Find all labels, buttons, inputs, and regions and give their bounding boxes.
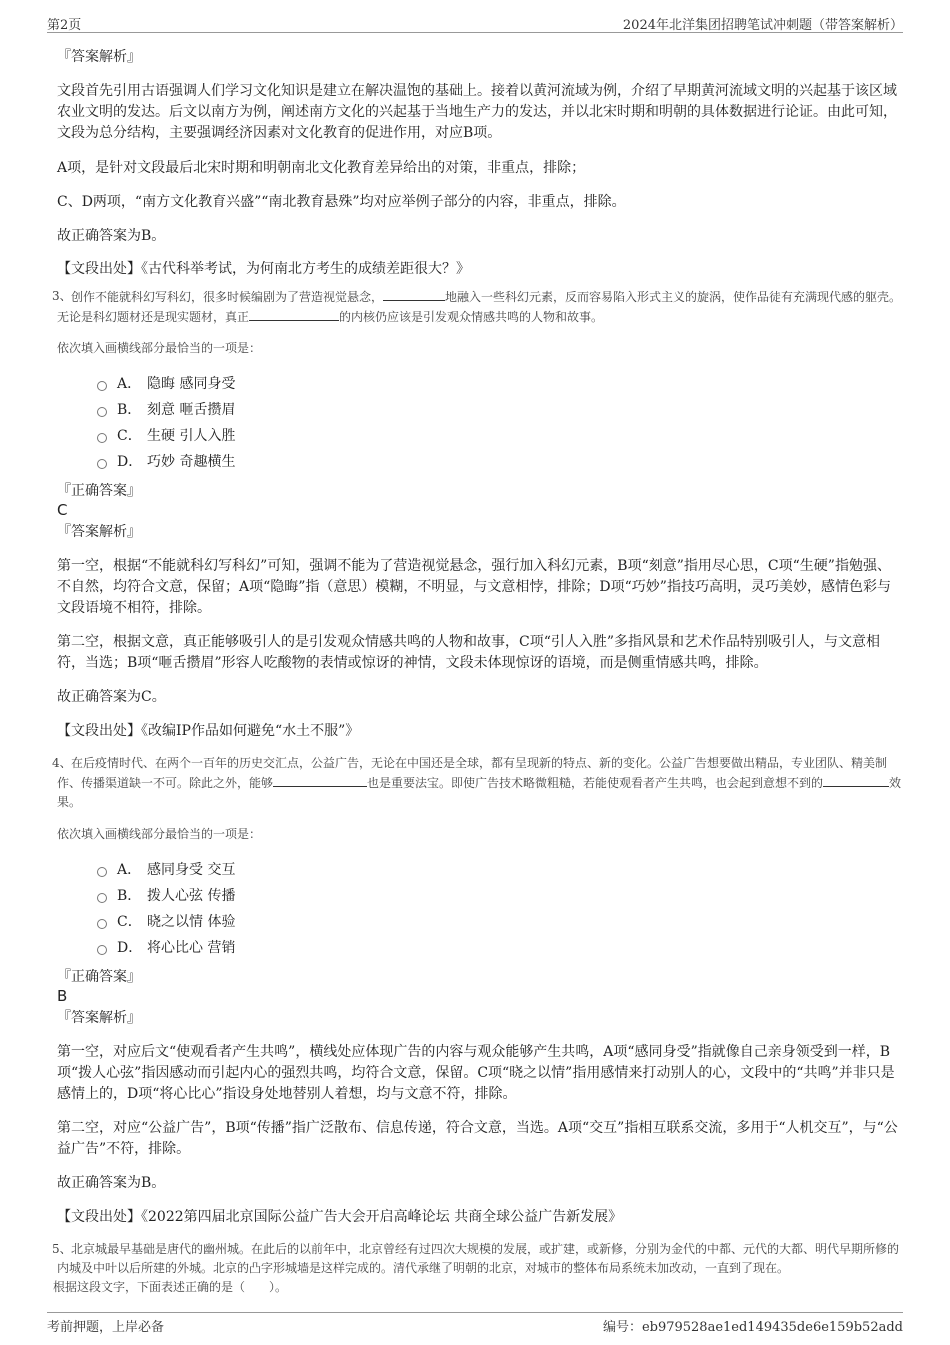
q4-option-d[interactable]: D． 将心比心 营销	[97, 935, 902, 961]
q3-option-a[interactable]: A． 隐晦 感同身受	[97, 371, 902, 397]
page-content	[52, 38, 902, 1296]
q3-correct-answer: C	[57, 501, 68, 519]
q4-option-c[interactable]: C． 晓之以情 体验	[97, 909, 902, 935]
q3-options	[57, 371, 902, 475]
q3-analysis-p2: 第二空，根据文意，真正能够吸引人的是引发观众情感共鸣的人物和故事，C项“引人入胜”多指风景和艺术作品特别吸引人，与文意相符，当选；B项“咂舌攒眉”形容人吃酸物的表情或惊讶的神情，文段未体现惊讶的语境，而是侧重情感共鸣，排除。	[57, 634, 881, 671]
q3-instruction: 依次填入画横线部分最恰当的一项是：	[57, 341, 262, 355]
q3-option-b[interactable]: B． 刻意 咂舌攒眉	[97, 397, 902, 423]
radio-icon[interactable]	[97, 945, 107, 955]
q4-analysis-p1: 第一空，对应后文“使观看者产生共鸣”，横线处应体现广告的内容与观众能够产生共鸣，A项“感同身受”指就像自己亲身领受到一样，B项“拨人心弦”指因感动而引起内心的强烈共鸣，均符合文意，保留。C项“晓之以情”指用感情来打动别人的心，文段中的“共鸣”并非只是感情上的，D项“将心比心”指设身处地替别人着想，均与文意不符，排除。	[57, 1044, 895, 1102]
q2-analysis-p3: C、D两项，“南方文化教育兴盛”“南北教育悬殊”均对应举例子部分的内容，非重点，排除。	[57, 194, 626, 210]
q4-answer-line: 故正确答案为B。	[57, 1175, 166, 1191]
q4-option-b[interactable]: B． 拨人心弦 传播	[97, 883, 902, 909]
q3-analysis-p1: 第一空，根据“不能就科幻写科幻”可知，强调不能为了营造视觉悬念，强行加入科幻元素，B项“刻意”指用尽心思，C项“生硬”指勉强、不自然，均符合文意，保留；A项“隐晦”指（意思）模糊，不明显，与文意相悖，排除；D项“巧妙”指技巧高明，灵巧美妙，感情色彩与文段语境不相符，排除。	[57, 558, 891, 616]
q3-option-c[interactable]: C． 生硬 引人入胜	[97, 423, 902, 449]
q3-option-d[interactable]: D． 巧妙 奇趣横生	[97, 449, 902, 475]
q3-blank-1	[383, 287, 445, 301]
footer-slogan: 考前押题，上岸必备	[47, 1320, 165, 1335]
radio-icon[interactable]	[97, 407, 107, 417]
q4-blank-1	[273, 773, 367, 787]
q4-number: 4、	[52, 756, 72, 770]
q3-correct-label: 『正确答案』	[57, 483, 141, 499]
q4-analysis-p2: 第二空，对应“公益广告”，B项“传播”指广泛散布、信息传递，符合文意，当选。A项“交互”指相互联系交流，多用于“人机交互”，与“公益广告”不符，排除。	[57, 1120, 898, 1157]
q3-answer-line: 故正确答案为C。	[57, 689, 166, 705]
radio-icon[interactable]	[97, 459, 107, 469]
q4-analysis-label: 『答案解析』	[57, 1010, 141, 1026]
q5-stem: 5、 北京城最早基础是唐代的幽州城。在此后的以前年中，北京曾经有过四次大规模的发展，或扩建，或新修，分别为金代的中都、元代的大都、明代早期所修的内城及中叶以后所建的外城。北京的凸字形城墙是这样完成的。清代承继了明朝的北京，对城市的整体布局系统未加改动，一直到了现在。	[52, 1242, 900, 1275]
q2-source: 【文段出处】《古代科举考试，为何南北方考生的成绩差距很大？》	[57, 261, 470, 277]
q2-analysis-p2: A项，是针对文段最后北宋时期和明朝南北文化教育差异给出的对策，非重点，排除；	[57, 160, 586, 176]
q4-blank-2	[823, 773, 889, 787]
document-title: 2024年北洋集团招聘笔试冲刺题（带答案解析）	[622, 18, 903, 33]
q5-number: 5、	[52, 1242, 72, 1256]
page-footer	[47, 1312, 903, 1335]
q2-answer-line: 故正确答案为B。	[57, 228, 166, 244]
radio-icon[interactable]	[97, 919, 107, 929]
page-header	[47, 10, 903, 33]
q4-source: 【文段出处】《2022第四届北京国际公益广告大会开启高峰论坛 共商全球公益广告新发展》	[57, 1209, 623, 1225]
q3-stem: 3、 创作不能就科幻写科幻，很多时候编剧为了营造视觉悬念， 地融入一些科幻元素，反而容易陷入形式主义的旋涡，使作品徒有充满现代感的躯壳。无论是科幻题材还是现实题材，真正 的内核仍应该是引发观众情感共鸣的人物和故事。	[52, 289, 902, 324]
document-code: 编号：eb979528ae1ed149435de6e159b52add	[602, 1320, 903, 1335]
q3-source: 【文段出处】《改编IP作品如何避免“水土不服”》	[57, 723, 360, 739]
q4-option-a[interactable]: A． 感同身受 交互	[97, 857, 902, 883]
radio-icon[interactable]	[97, 893, 107, 903]
q4-correct-label: 『正确答案』	[57, 969, 141, 985]
q3-number: 3、	[52, 289, 72, 303]
q2-analysis-label: 『答案解析』	[57, 49, 141, 65]
radio-icon[interactable]	[97, 433, 107, 443]
q3-analysis-label: 『答案解析』	[57, 524, 141, 540]
q4-stem: 4、 在后疫情时代、在两个一百年的历史交汇点，公益广告，无论在中国还是全球，都有呈现新的特点、新的变化。公益广告想要做出精品，专业团队、精美制作、传播渠道缺一不可。除此之外，能够 也是重要法宝。即使广告技术略微粗糙，若能使观看者产生共鸣，也会起到意想不到的 效果。	[52, 756, 902, 809]
radio-icon[interactable]	[97, 381, 107, 391]
q5-instruction: 根据这段文字，下面表述正确的是（ ）。	[53, 1280, 288, 1294]
q4-options	[57, 857, 902, 961]
q2-analysis-p1: 文段首先引用古语强调人们学习文化知识是建立在解决温饱的基础上。接着以黄河流域为例，介绍了早期黄河流域文明的兴起基于该区域农业文明的发达。后文以南方为例，阐述南方文化的兴起基于当地生产力的发达，并以北宋时期和明朝的具体数据进行论证。由此可知，文段为总分结构，主要强调经济因素对文化教育的促进作用，对应B项。	[57, 83, 897, 141]
radio-icon[interactable]	[97, 867, 107, 877]
q4-instruction: 依次填入画横线部分最恰当的一项是：	[57, 827, 262, 841]
page-number: 第2页	[47, 18, 82, 33]
q4-correct-answer: B	[57, 987, 68, 1005]
q3-blank-2	[249, 307, 339, 321]
